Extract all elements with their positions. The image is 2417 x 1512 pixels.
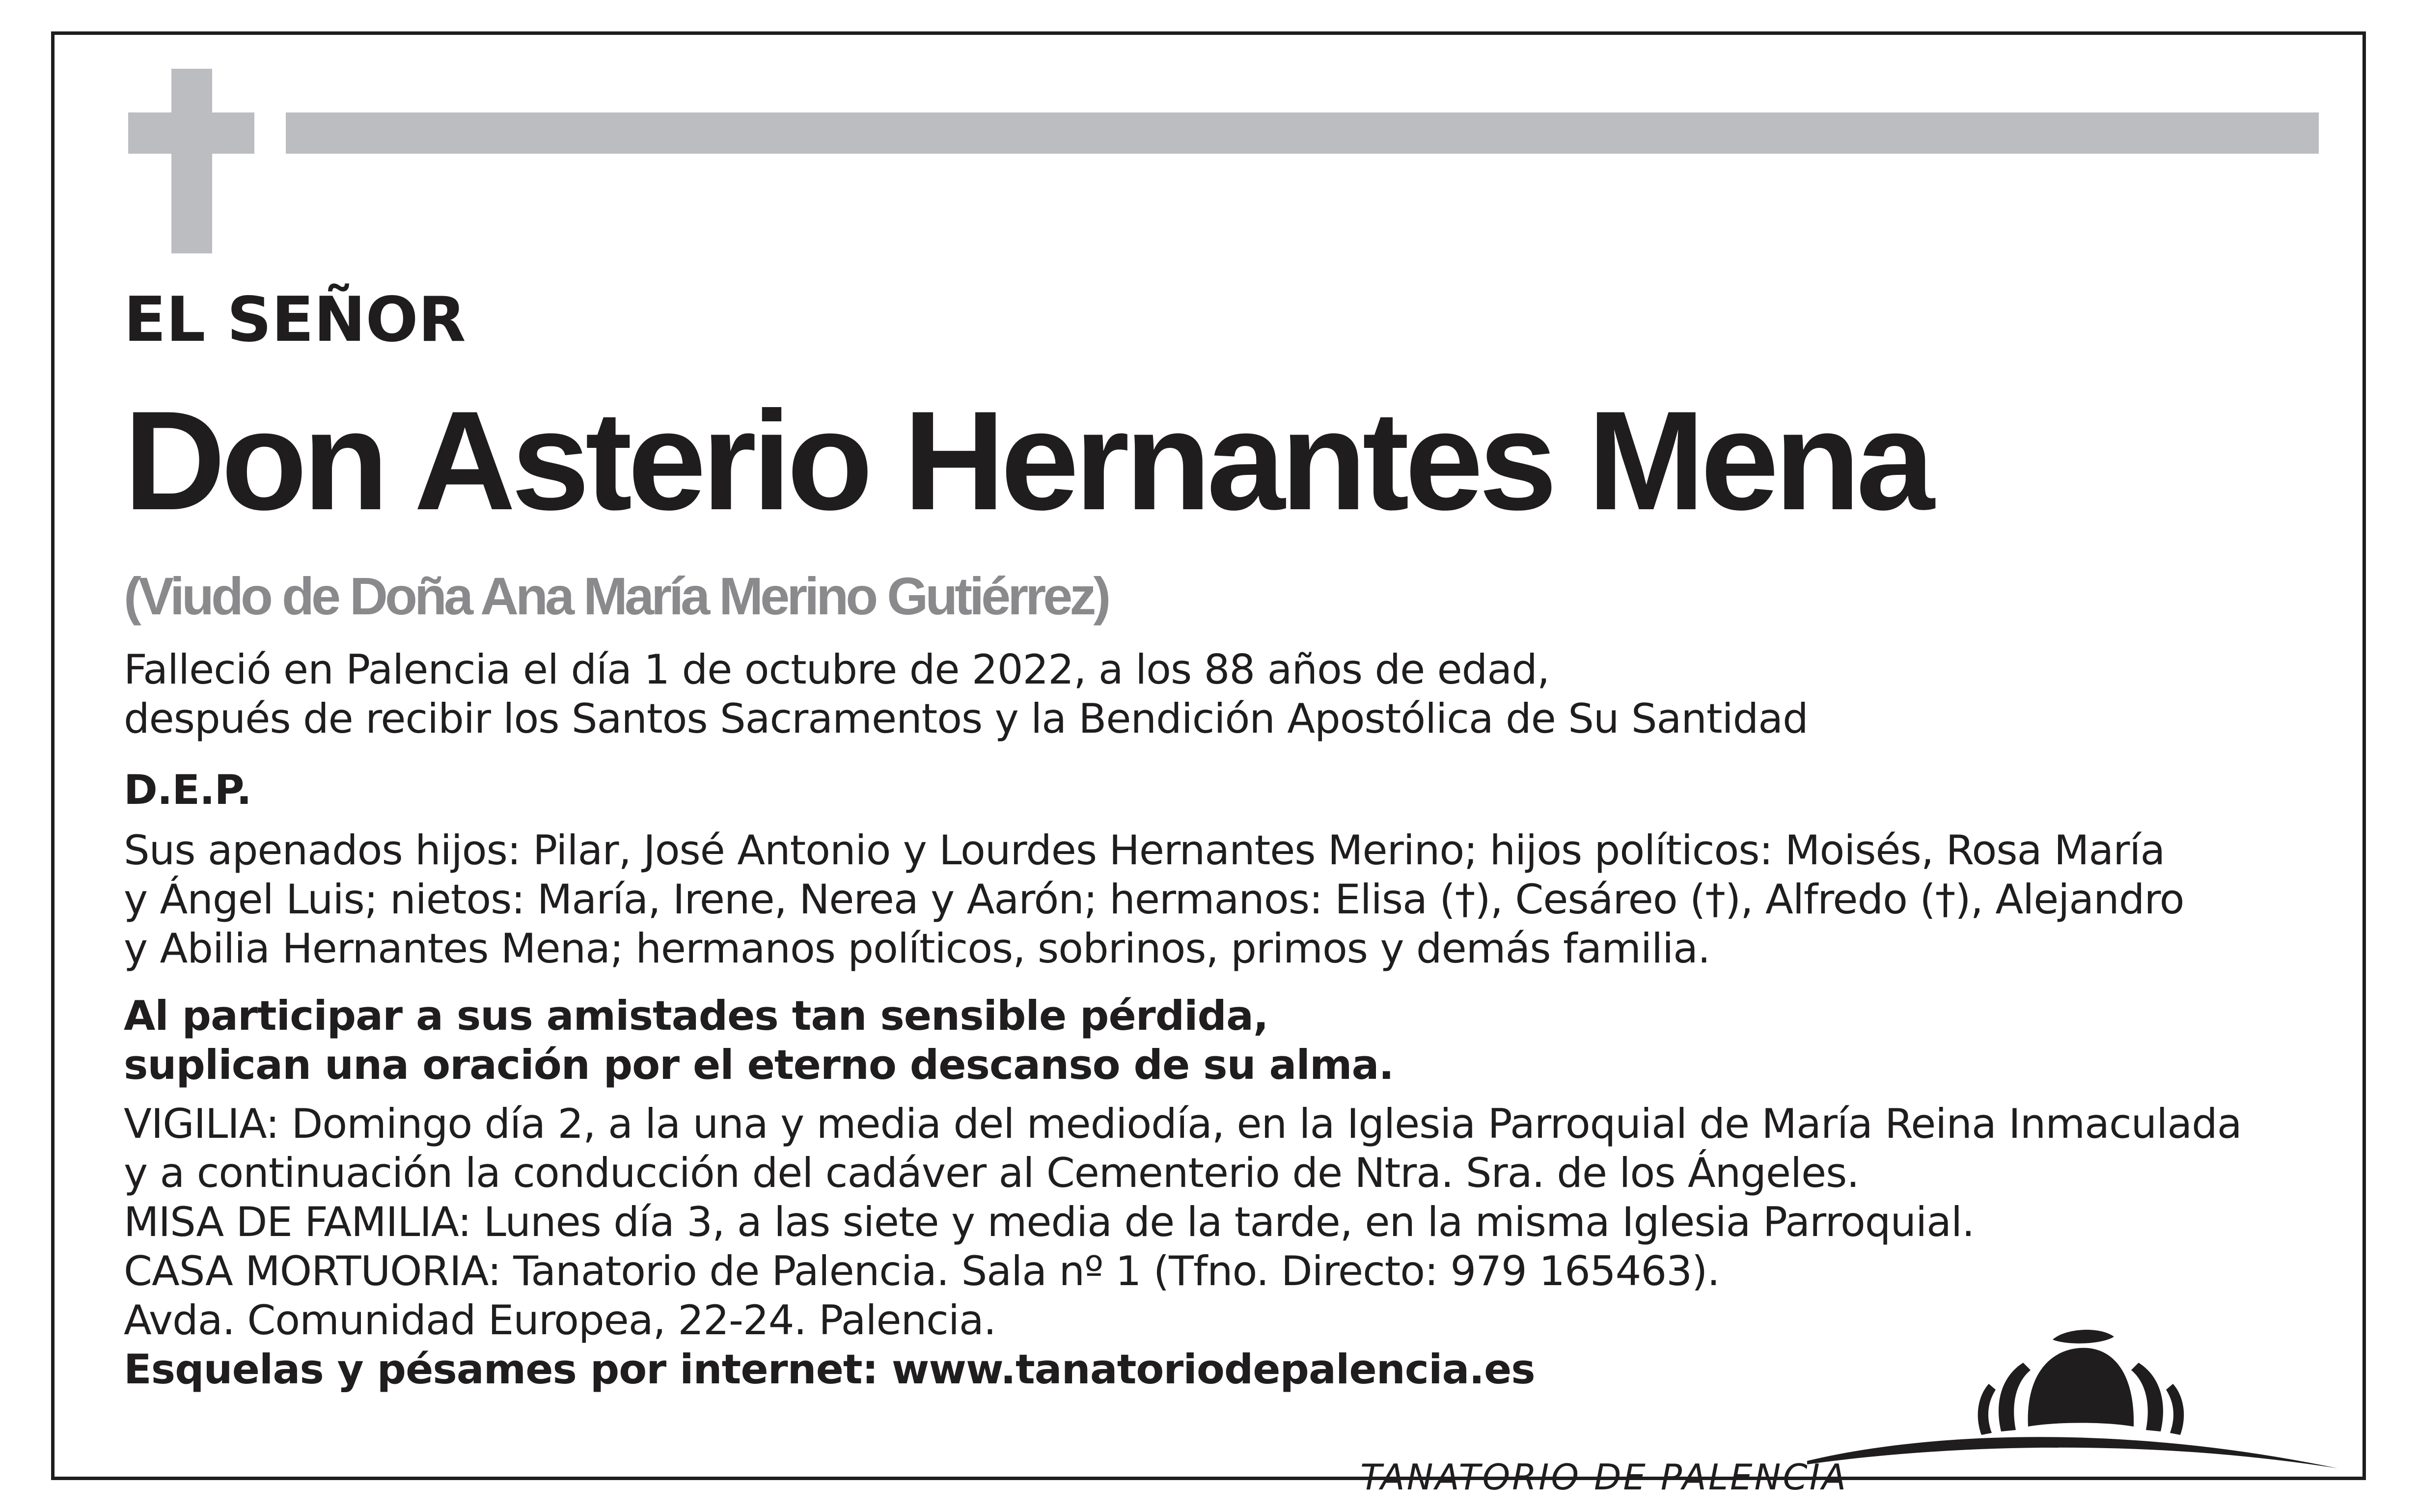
web-line: Esquelas y pésames por internet: www.tanatoriodepalencia.es [124,1346,1535,1393]
deceased-name: Don Asterio Hernantes Mena [124,382,1930,539]
vigil-line: y a continuación la conducción del cadáver al Cementerio de Ntra. Sra. de los Ángeles. [124,1149,1859,1197]
death-line: Falleció en Palencia el día 1 de octubre de 2022, a los 88 años de edad, [124,646,1550,693]
request-line: suplican una oración por el eterno descanso de su alma. [124,1041,1394,1089]
header-rule [286,112,2319,154]
widower-note: (Viudo de Doña Ana María Merino Gutiérrez) [124,566,1108,626]
family-line: y Abilia Hernantes Mena; hermanos políticos, sobrinos, primos y demás familia. [124,925,1710,972]
honorific: EL SEÑOR [124,283,466,356]
tanatorio-logo-icon [1807,1321,2347,1473]
mortuary-line: CASA MORTUORIA: Tanatorio de Palencia. Sala nº 1 (Tfno. Directo: 979 165463). [124,1247,1720,1295]
address-line: Avda. Comunidad Europea, 22-24. Palencia. [124,1296,996,1344]
brand-name: TANATORIO DE PALENCIA [1360,1457,1848,1498]
request-line: Al participar a sus amistades tan sensible pérdida, [124,992,1268,1040]
family-line: y Ángel Luis; nietos: María, Irene, Nerea y Aarón; hermanos: Elisa (†), Cesáreo (†), Alfredo (†), Alejandro [124,876,2184,923]
cross-icon [171,69,212,253]
family-line: Sus apenados hijos: Pilar, José Antonio y Lourdes Hernantes Merino; hijos políticos: Moisés, Rosa María [124,826,2165,874]
rip: D.E.P. [124,766,251,814]
mass-line: MISA DE FAMILIA: Lunes día 3, a las siete y media de la tarde, en la misma Iglesia Parroquial. [124,1198,1975,1246]
death-line: después de recibir los Santos Sacramentos y la Bendición Apostólica de Su Santidad [124,695,1808,742]
cross-icon-arm [128,112,254,154]
vigil-line: VIGILIA: Domingo día 2, a la una y media del mediodía, en la Iglesia Parroquial de María Reina Inmaculada [124,1100,2242,1148]
